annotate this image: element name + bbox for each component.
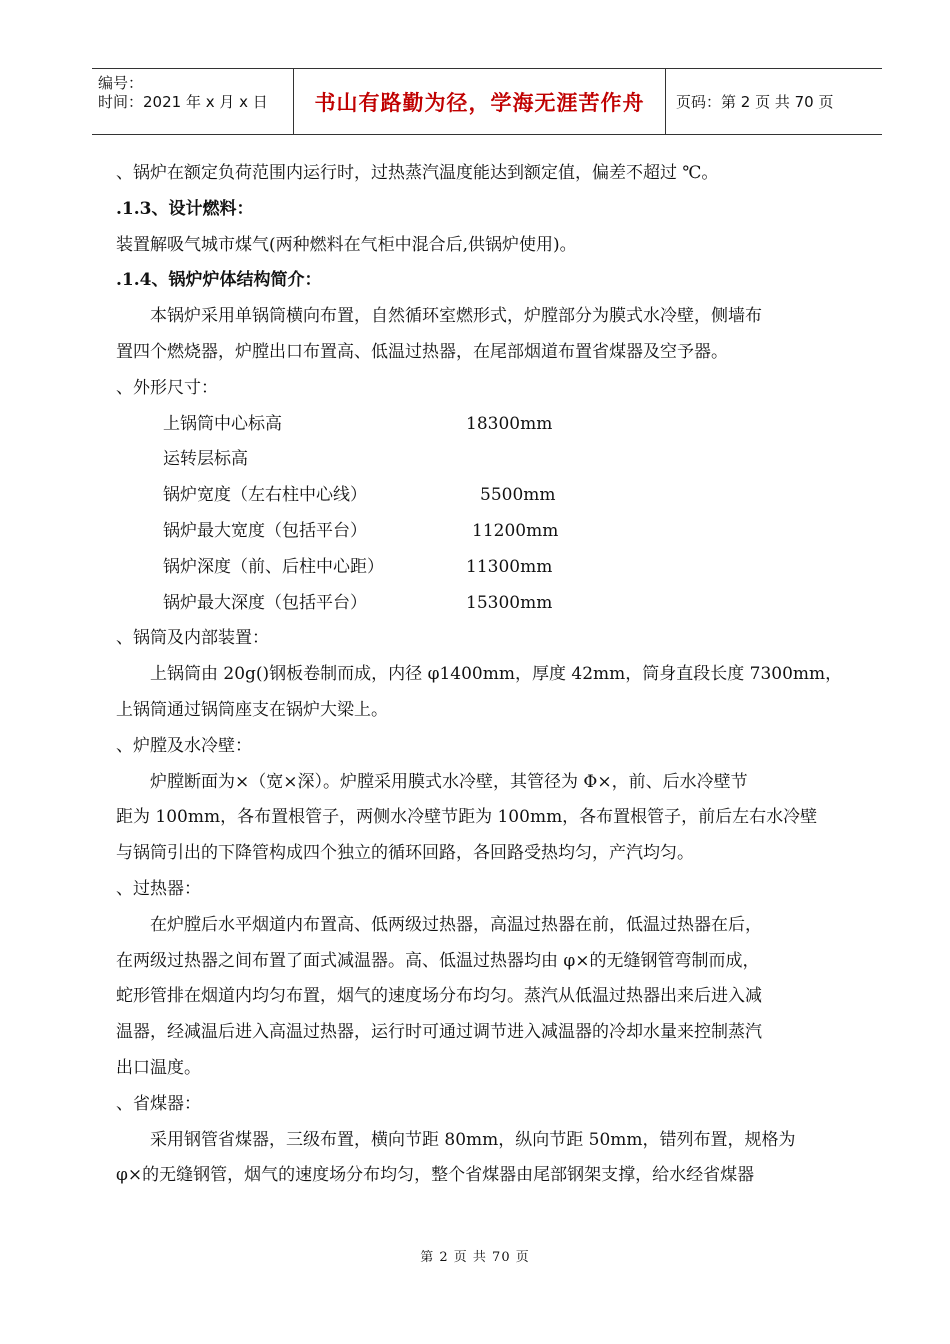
paragraph-drum-line1: 上锅筒由 20g()钢板卷制而成，内径 φ1400mm，厚度 42mm，筒身直段长度 7300mm，	[150, 664, 843, 685]
dimension-value: 11300mm	[466, 556, 553, 577]
paragraph-superheater-line3: 蛇形管排在烟道内均匀布置，烟气的速度场分布均匀。蒸汽从低温过热器出来后进入减	[116, 986, 762, 1007]
paragraph-structure-line1: 本锅炉采用单锅筒横向布置，自然循环室燃形式，炉膛部分为膜式水冷壁，侧墙布	[150, 306, 762, 327]
dimension-label: 锅炉宽度（左右柱中心线）	[163, 485, 367, 506]
dimension-label: 锅炉最大深度（包括平台）	[163, 592, 367, 613]
paragraph-furnace-line3: 与锅筒引出的下降管构成四个独立的循环回路，各回路受热均匀，产汽均匀。	[116, 843, 694, 864]
dimension-row	[163, 478, 846, 514]
subheading-furnace: 、炉膛及水冷壁：	[116, 735, 252, 756]
dimension-label: 锅炉最大宽度（包括平台）	[163, 520, 367, 541]
paragraph-fuel: 装置解吸气城市煤气(两种燃料在气柜中混合后,供锅炉使用)。	[116, 234, 577, 255]
subheading-economizer: 、省煤器：	[116, 1093, 201, 1114]
paragraph-superheater-line4: 温器，经减温后进入高温过热器，运行时可通过调节进入减温器的冷却水量来控制蒸汽	[116, 1022, 762, 1043]
document-time: 时间：2021 年 x 月 x 日	[98, 93, 268, 111]
dimension-row	[163, 407, 846, 443]
dimension-value: 11200mm	[472, 520, 559, 541]
paragraph-economizer-line1: 采用钢管省煤器，三级布置，横向节距 80mm，纵向节距 50mm，错列布置，规格为	[150, 1129, 796, 1150]
subheading-superheater: 、过热器：	[116, 878, 201, 899]
dimension-label: 锅炉深度（前、后柱中心距）	[163, 556, 384, 577]
dimension-label: 上锅筒中心标高	[163, 413, 282, 434]
dimension-row	[163, 550, 846, 586]
document-code: 编号：	[98, 74, 144, 92]
dimension-value: 15300mm	[466, 592, 553, 613]
document-body	[116, 156, 846, 1194]
paragraph-superheater-line5: 出口温度。	[116, 1057, 201, 1078]
dimension-row	[163, 586, 846, 622]
heading-design-fuel: .1.3、设计燃料：	[116, 198, 254, 219]
page-header	[92, 68, 882, 135]
paragraph-structure-line2: 置四个燃烧器，炉膛出口布置高、低温过热器，在尾部烟道布置省煤器及空予器。	[116, 341, 728, 362]
dimension-label: 运转层标高	[163, 449, 248, 470]
paragraph-drum-line2: 上锅筒通过锅筒座支在锅炉大梁上。	[116, 699, 388, 720]
paragraph-superheater-line1: 在炉膛后水平烟道内布置高、低两级过热器，高温过热器在前，低温过热器在后，	[150, 914, 762, 935]
dimension-row	[163, 442, 846, 478]
paragraph-furnace-line2: 距为 100mm，各布置根管子，两侧水冷壁节距为 100mm，各布置根管子，前后左右水冷壁	[116, 807, 818, 828]
paragraph-steam-temp: 、锅炉在额定负荷范围内运行时，过热蒸汽温度能达到额定值，偏差不超过 ℃。	[116, 163, 719, 183]
header-meta	[92, 69, 294, 134]
dimension-value: 18300mm	[466, 413, 553, 434]
header-motto: 书山有路勤为径，学海无涯苦作舟	[294, 69, 666, 134]
dimension-row	[163, 514, 846, 550]
paragraph-superheater-line2: 在两级过热器之间布置了面式减温器。高、低温过热器均由 φ×的无缝钢管弯制而成，	[116, 950, 760, 971]
header-page-number: 页码：第 2 页 共 70 页	[676, 93, 834, 111]
dimension-value: 5500mm	[480, 485, 556, 506]
paragraph-furnace-line1: 炉膛断面为×（宽×深）。炉膛采用膜式水冷壁，其管径为 Φ×，前、后水冷壁节	[150, 771, 748, 792]
subheading-dimensions: 、外形尺寸：	[116, 377, 218, 398]
paragraph-economizer-line2: φ×的无缝钢管，烟气的速度场分布均匀，整个省煤器由尾部钢架支撑，给水经省煤器	[116, 1165, 755, 1186]
subheading-drum: 、锅筒及内部装置：	[116, 628, 269, 649]
heading-structure: .1.4、锅炉炉体结构简介：	[116, 270, 322, 291]
page-footer: 第 2 页 共 70 页	[420, 1250, 530, 1265]
